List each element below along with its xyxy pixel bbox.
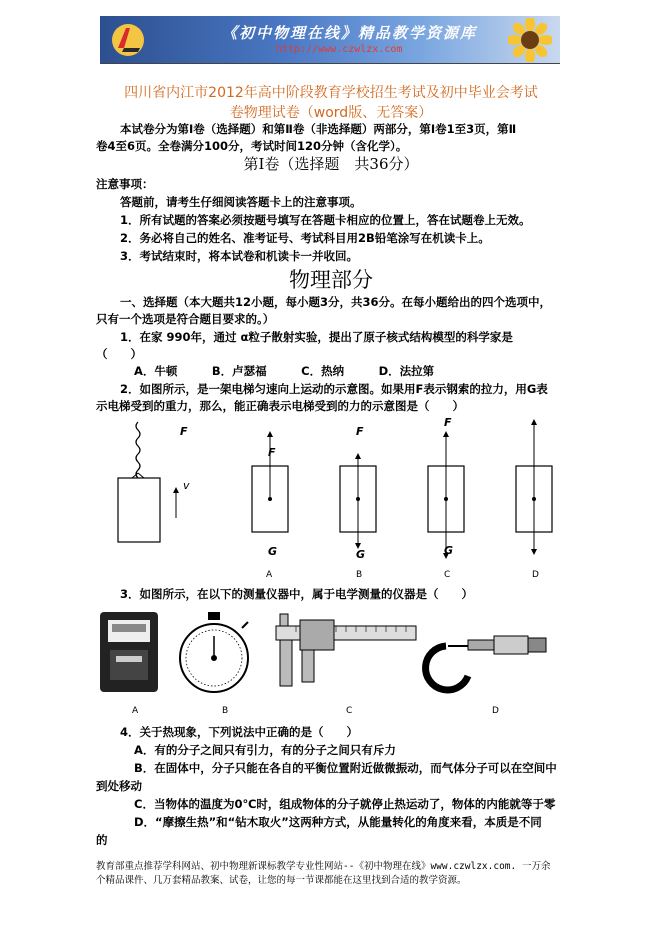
note-item: 2．务必将自己的姓名、准考证号、考试科目用2B铅笔涂写在机读卡上。 (120, 231, 490, 245)
q4-option-b-line1: B．在固体中，分子只能在各自的平衡位置附近做微振动，而气体分子可以在空间中 (134, 761, 557, 775)
note-item: 答题前，请考生仔细阅读答题卡上的注意事项。 (120, 195, 362, 209)
sunflower-icon (508, 18, 552, 62)
force-label-f: F (180, 425, 188, 438)
intro-line2: 卷4至6页。全卷满分100分，考试时间120分钟（含化学）。 (96, 139, 408, 153)
q4-line: 4．关于热现象，下列说法中正确的是（ ） (120, 725, 358, 739)
note-item: 1．所有试题的答案必须按题号填写在答题卡相应的位置上，答在试题卷上无效。 (120, 213, 531, 227)
q2-option-d-diagram (516, 420, 552, 554)
q2-line1: 2．如图所示，是一架电梯匀速向上运动的示意图。如果用F表示钢索的拉力，用G表 (120, 382, 548, 396)
q2-line2: 示电梯受到的重力，那么，能正确表示电梯受到的力的示意图是（ ） (96, 399, 464, 413)
q1-options: A．牛顿 B．卢瑟福 C．热纳 D．法拉第 (134, 364, 435, 378)
q2-fig-label-d: D (532, 570, 539, 580)
micrometer-icon (426, 636, 546, 690)
banner-title: 《初中物理在线》精品教学资源库 (222, 24, 478, 42)
section1-line2: 只有一个选项是符合题目要求的。） (96, 312, 275, 326)
section1-line1: 一、选择题（本大题共12小题，每小题3分，共36分。在每小题给出的四个选项中， (120, 295, 552, 309)
q1-line2: （ ） (96, 347, 142, 361)
q4-option-c: C．当物体的温度为0℃时，组成物体的分子就停止热运动了，物体的内能就等于零 (134, 797, 556, 811)
q4-option-d-line1: D．“摩擦生热”和“钻木取火”这两种方式，从能量转化的角度来看，本质是不同 (134, 815, 542, 829)
q3-line: 3．如图所示，在以下的测量仪器中，属于电学测量的仪器是（ ） (120, 587, 473, 601)
q2-option-c-diagram (428, 432, 464, 558)
force-label-g: G (444, 544, 454, 557)
velocity-label: v (183, 479, 190, 492)
elevator-illustration (118, 422, 176, 542)
banner-url: http://www.czwlzx.com (276, 44, 403, 55)
force-label-g: G (268, 545, 278, 558)
q2-fig-label-a: A (266, 570, 273, 580)
q1-line1: 1．在家 990年，通过 α粒子散射实验，提出了原子核式结构模型的科学家是 (120, 330, 513, 344)
header-banner (100, 16, 560, 64)
force-label-f: F (356, 425, 364, 438)
q3-fig-label-b: B (222, 706, 229, 716)
footer-line1: 教育部重点推荐学科网站、初中物理新课标教学专业性网站--《初中物理在线》www.czwlzx.com. 一万余 (96, 861, 551, 872)
force-label-f: F (268, 446, 276, 459)
force-label-f: F (444, 416, 452, 429)
q3-figure (96, 606, 566, 706)
note-item: 3．考试结束时，将本试卷和机读卡一并收回。 (120, 249, 358, 263)
electric-meter-icon (100, 612, 158, 692)
doc-title-line2: 卷物理试卷（word版、无答案） (229, 105, 433, 121)
doc-title-line1: 四川省内江市2012年高中阶段教育学校招生考试及初中毕业会考试 (124, 85, 538, 101)
q3-fig-label-d: D (492, 706, 499, 716)
physics-heading: 物理部分 (289, 268, 373, 292)
footer-line2: 个精品课件、几万套精品教案、试卷，让您的每一节课都能在这里找到合适的教学资源。 (96, 875, 467, 886)
q2-option-b-diagram (340, 454, 376, 548)
header-rule (100, 63, 560, 64)
q4-option-a: A．有的分子之间只有引力，有的分子之间只有斥力 (134, 743, 396, 757)
stopwatch-icon (180, 612, 248, 692)
force-label-g: G (356, 548, 366, 561)
vernier-caliper-icon (276, 614, 416, 686)
q4-option-d-line2: 的 (96, 833, 108, 847)
q4-option-b-line2: 到处移动 (96, 779, 142, 793)
q2-figure (96, 418, 566, 586)
notes-heading: 注意事项： (96, 177, 154, 191)
part1-heading: 第Ⅰ卷（选择题 共36分） (243, 155, 419, 173)
q2-fig-label-b: B (356, 570, 363, 580)
q3-fig-label-c: C (346, 706, 353, 716)
site-logo-icon (110, 22, 146, 58)
intro-line1: 本试卷分为第Ⅰ卷（选择题）和第Ⅱ卷（非选择题）两部分，第Ⅰ卷1至3页，第Ⅱ (120, 122, 517, 136)
q3-fig-label-a: A (132, 706, 139, 716)
q2-fig-label-c: C (444, 570, 451, 580)
